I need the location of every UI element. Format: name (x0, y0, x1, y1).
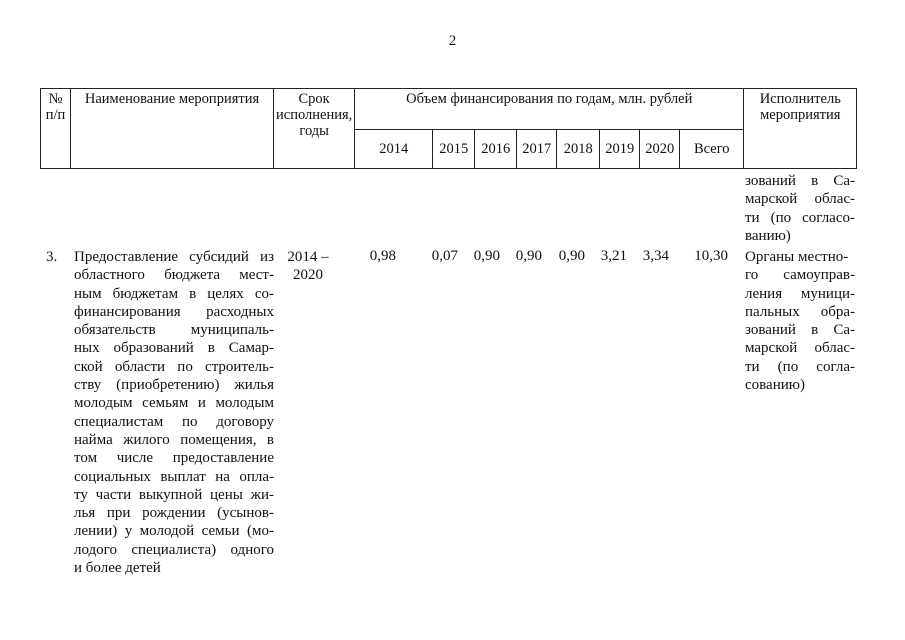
text-line: обязательств муниципаль- (74, 322, 274, 339)
row-executor (745, 248, 855, 394)
text-line: зований в Са- (745, 173, 855, 189)
header-name: Наименование мероприятия (71, 89, 274, 169)
text-line: финансирования расходных (74, 303, 274, 320)
continuation-executor (745, 172, 855, 245)
text-line: ту части выкупной цены жи- (74, 486, 274, 503)
value-2015: 0,07 (431, 248, 458, 264)
text-line: ской области по строитель- (74, 358, 274, 375)
header-num: № п/п (41, 89, 71, 169)
header-year: 2018 (557, 130, 600, 169)
text-line: найма жилого помещения, в (74, 431, 274, 448)
text-line: лодого специалиста) одного (74, 541, 274, 558)
text-line: молодым семьям и молодым (74, 395, 274, 412)
row-period: 2014 – 2020 (287, 249, 329, 284)
header-funding: Объем финансирования по годам, млн. рублей (355, 89, 744, 130)
header-total: Всего (680, 130, 744, 169)
text-line: пальных обра- (745, 303, 855, 320)
table-header (40, 88, 857, 169)
header-year: 2020 (640, 130, 680, 169)
value-2014: 0,98 (369, 248, 396, 264)
text-line: ным бюджетам в целях со- (74, 285, 274, 302)
value-2018: 0,90 (558, 248, 585, 264)
header-year: 2017 (517, 130, 557, 169)
row-number: 3. (46, 249, 58, 265)
text-line: сованию) (745, 377, 805, 394)
header-year: 2015 (433, 130, 475, 169)
value-2016: 0,90 (473, 248, 500, 264)
header-year: 2019 (600, 130, 640, 169)
text-line: том числе предоставление (74, 450, 274, 467)
text-line: марской облас- (745, 340, 855, 357)
text-line: специалистам по договору (74, 413, 274, 430)
text-line: марской облас- (745, 191, 855, 208)
header-executor: Исполнитель мероприятия (744, 89, 857, 169)
header-year: 2016 (475, 130, 517, 169)
header-period: Срок исполнения, годы (274, 89, 355, 169)
text-line: лении) у молодой семьи (мо- (74, 523, 274, 540)
header-year: 2014 (355, 130, 433, 169)
text-line: областного бюджета мест- (74, 267, 274, 284)
value-2020: 3,34 (642, 248, 669, 264)
row-activity-name (74, 248, 274, 577)
value-total: 10,30 (694, 248, 728, 264)
text-line: социальных выплат на опла- (74, 468, 274, 485)
value-2019: 3,21 (600, 248, 627, 264)
text-line: ления муници- (745, 285, 855, 302)
text-line: ству (приобретению) жилья (74, 377, 274, 394)
text-line: лья при рождении (усынов- (74, 505, 274, 522)
text-line: Предоставление субсидий из (74, 249, 274, 265)
text-line: и более детей (74, 560, 161, 577)
text-line: ти (по согла- (745, 358, 855, 375)
text-line: зований в Са- (745, 322, 855, 339)
text-line: ти (по согласо- (745, 209, 855, 226)
text-line: Органы местно- (745, 249, 849, 265)
value-2017: 0,90 (515, 248, 542, 264)
text-line: го самоуправ- (745, 267, 855, 284)
text-line: ных образований в Самар- (74, 340, 274, 357)
page-number: 2 (448, 33, 457, 49)
text-line: ванию) (745, 227, 791, 244)
